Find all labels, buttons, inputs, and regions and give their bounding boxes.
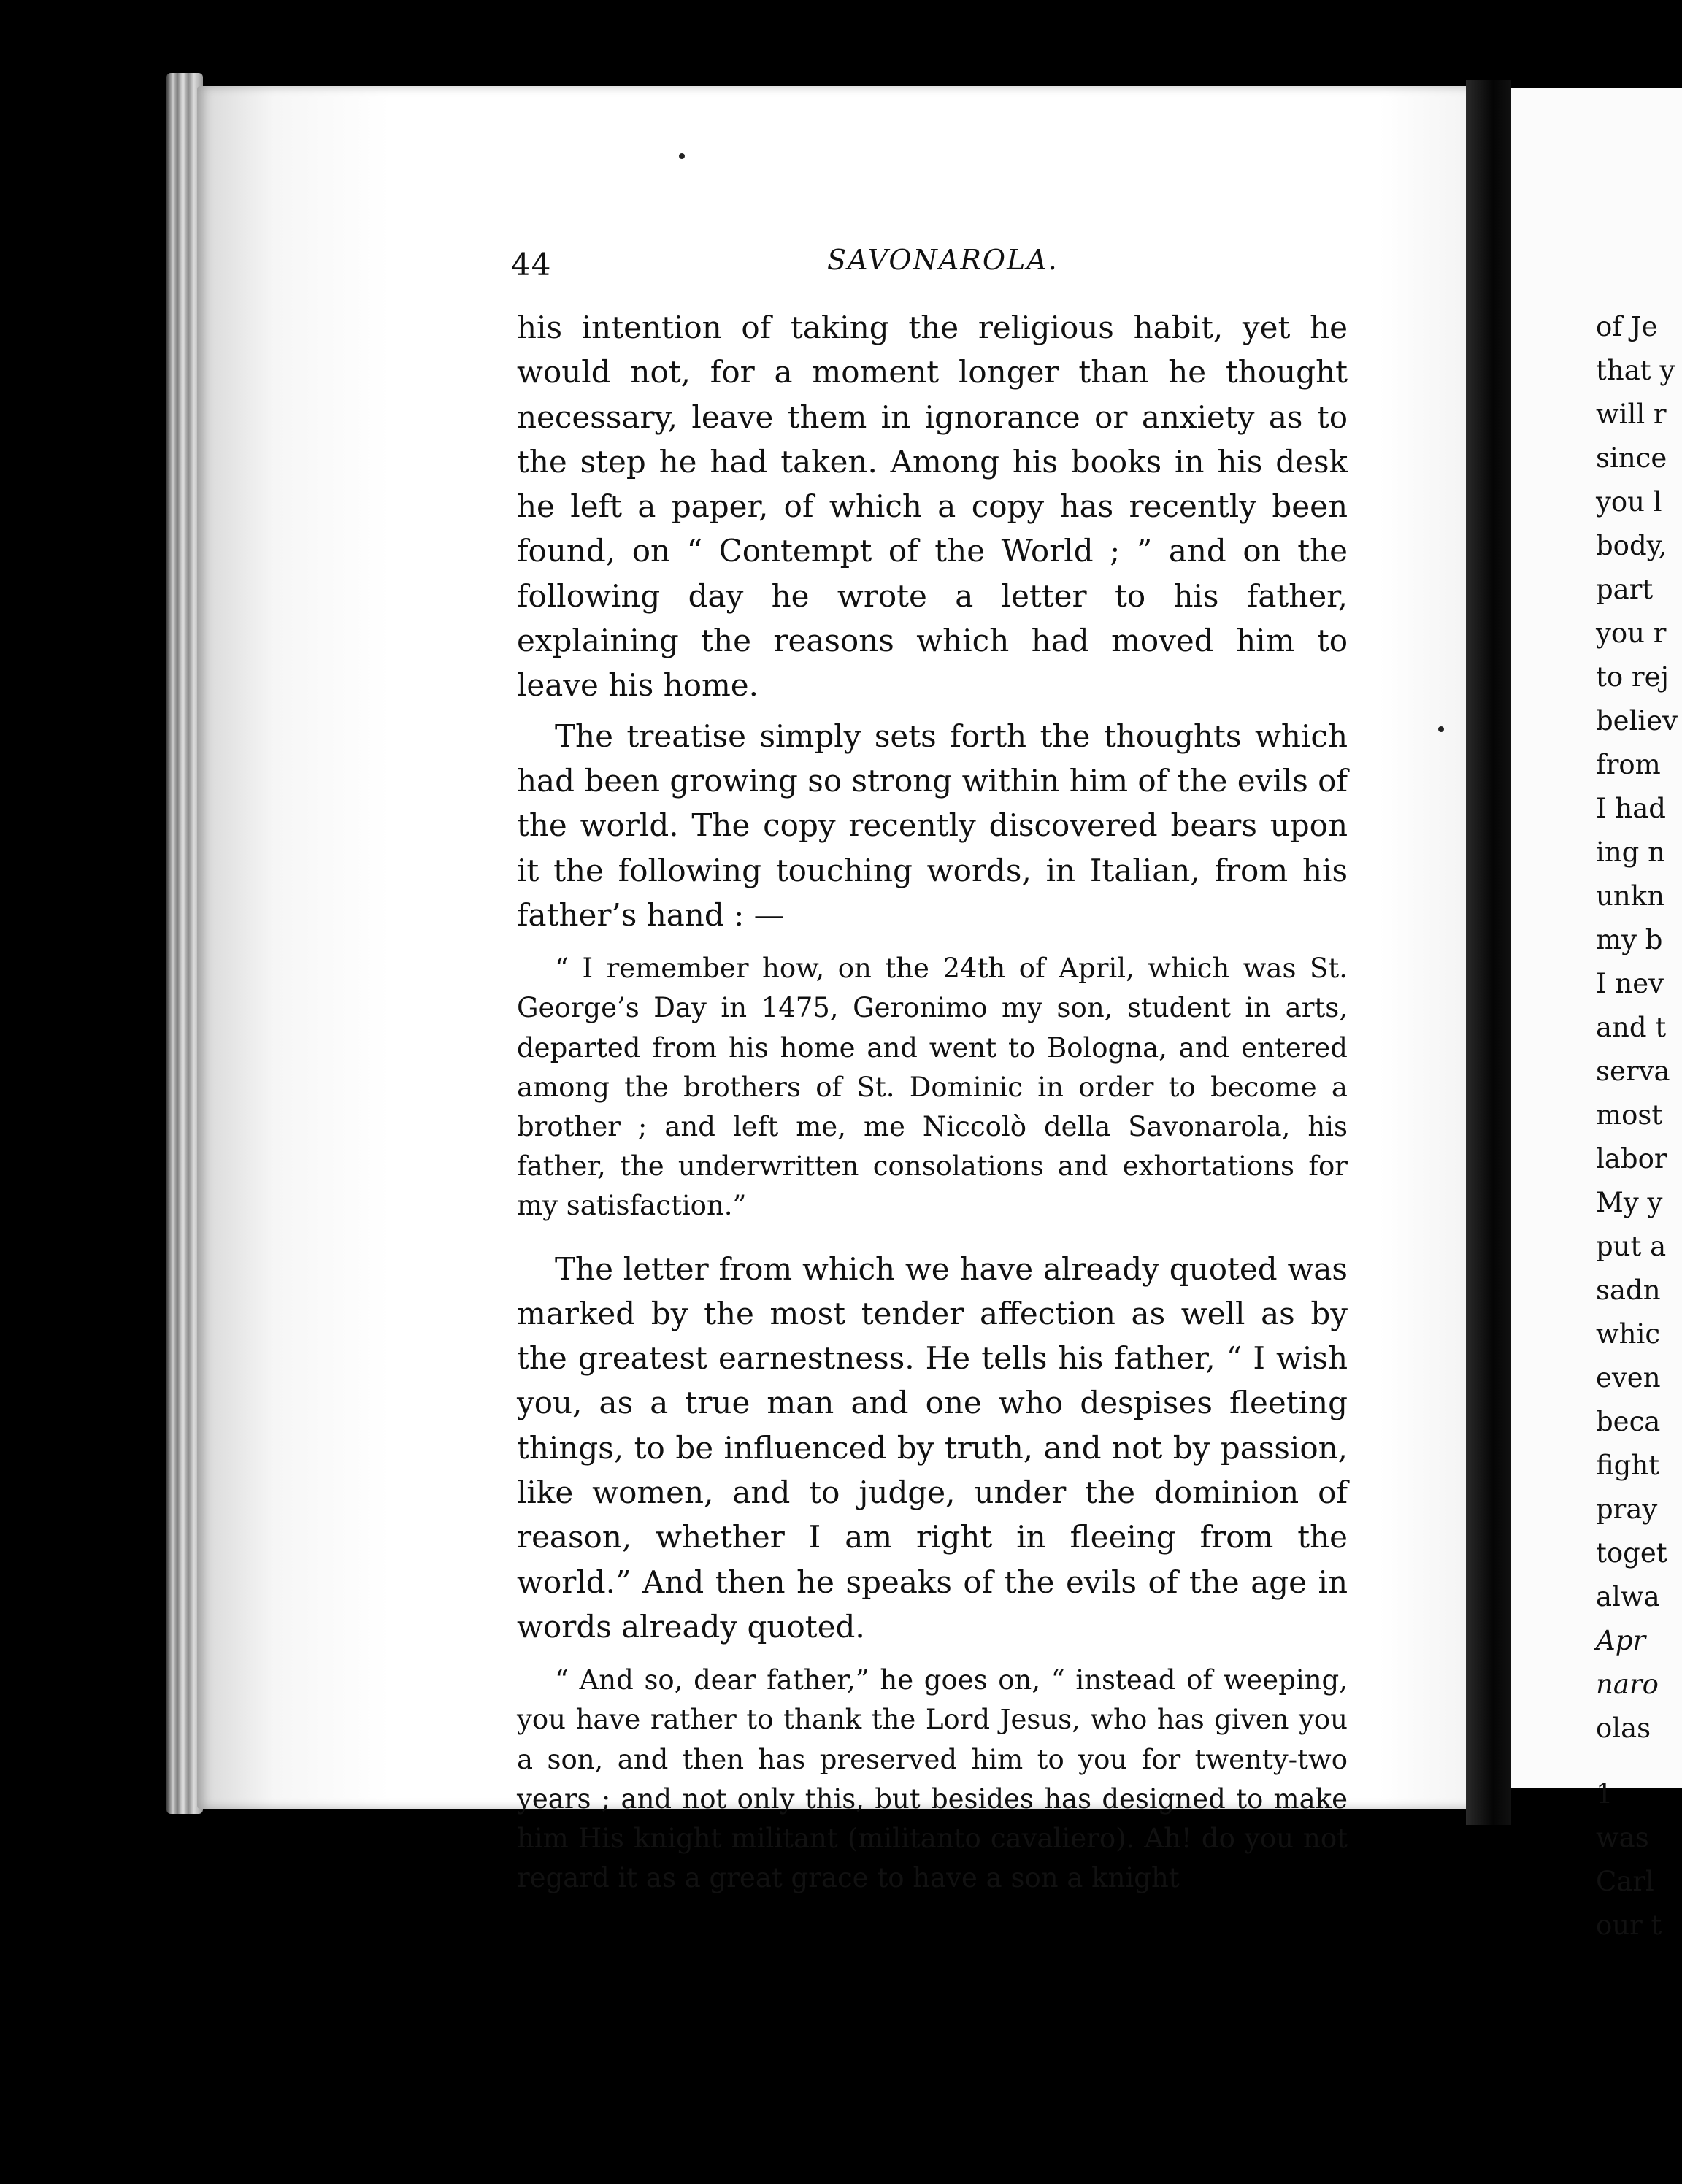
facing-page-line: unkn	[1596, 880, 1664, 912]
facing-page-line: part	[1596, 574, 1654, 605]
facing-page-line: I had	[1596, 793, 1666, 824]
block-quote-father: “ I remember how, on the 24th of April, which was St. George’s Day in 1475, Geronimo my son, student in arts, departed from his home and went to Bologna, and entered among the brothers of St. Dominic in order to become a brother ; and left me, me Niccolò della Savonarola, his father, the underwritten consolations and exhortations for my satisfaction.”	[517, 953, 1348, 1222]
facing-page-line: serva	[1596, 1056, 1670, 1087]
facing-page-line: since	[1596, 442, 1667, 474]
facing-page-line: olas	[1596, 1712, 1651, 1744]
facing-page-line: sadn	[1596, 1274, 1661, 1306]
facing-page-line: my b	[1596, 924, 1663, 956]
running-head	[511, 232, 1570, 283]
book-gutter	[1466, 80, 1511, 1825]
main-text	[517, 305, 1348, 1898]
facing-page-line: to rej	[1596, 661, 1669, 693]
facing-page-line: was	[1596, 1822, 1649, 1853]
book-title: SAVONAROLA.	[827, 244, 1059, 276]
facing-page-line: will r	[1596, 399, 1667, 430]
facing-page-line: most	[1596, 1099, 1663, 1131]
ink-speck	[679, 153, 685, 159]
facing-page-line: My y	[1596, 1187, 1663, 1218]
facing-page-line: Apr	[1596, 1625, 1646, 1656]
facing-page-line: our t	[1596, 1910, 1662, 1941]
facing-page-line: beca	[1596, 1406, 1661, 1437]
facing-page-line: that y	[1596, 355, 1675, 386]
facing-page-line: from	[1596, 749, 1661, 780]
facing-page-line: pray	[1596, 1493, 1658, 1525]
facing-page-line: ing n	[1596, 837, 1665, 868]
facing-page-line: you r	[1596, 618, 1667, 649]
facing-page-line: body,	[1596, 530, 1667, 561]
facing-page-line: you l	[1596, 486, 1662, 518]
paragraph-treatise: The treatise simply sets forth the thoughts which had been growing so strong within him of the evils of the world. The copy recently discovered bears upon it the following touching words, in Italian, from his father’s hand : —	[517, 718, 1348, 933]
facing-page-line: alwa	[1596, 1581, 1660, 1612]
facing-page-line: 1	[1596, 1778, 1613, 1810]
facing-page-line: and t	[1596, 1012, 1667, 1043]
block-quote-letter: “ And so, dear father,” he goes on, “ instead of weeping, you have rather to thank the Lord Jesus, who has given you a son, and then has preserved him to you for twenty-two years ; and not only this, but besides has designed to make him His knight militant (militanto cavaliero). Ah! do you not regard it as a great grace to have a son a knight	[517, 1664, 1348, 1894]
facing-page-line: labor	[1596, 1143, 1667, 1174]
facing-page-line: fight	[1596, 1450, 1660, 1481]
facing-page-line: even	[1596, 1362, 1661, 1393]
paragraph-continuation: his intention of taking the religious habit, yet he would not, for a moment longer than he thought necessary, leave them in ignorance or anxiety as to the step he had taken. Among his books in his desk he left a paper, of which a copy has recently been found, on “ Contempt of the World ; ” and on the following day he wrote a letter to his father, explaining the reasons which had moved him to leave his home.	[517, 309, 1348, 704]
facing-page-line: Carl	[1596, 1866, 1654, 1897]
facing-page-line: believ	[1596, 705, 1678, 737]
facing-page-text	[1596, 305, 1678, 1947]
page-number: 44	[511, 247, 552, 282]
facing-page-line: of Je	[1596, 311, 1658, 342]
paragraph-letter: The letter from which we have already quoted was marked by the most tender affection as well as by the greatest earnestness. He tells his father, “ I wish you, as a true man and one who despises fleeting things, to be influenced by truth, and not by passion, like women, and to judge, under the dominion of reason, whether I am right in fleeing from the world.” And then he speaks of the evils of the age in words already quoted.	[517, 1250, 1348, 1645]
facing-page-line: naro	[1596, 1669, 1659, 1700]
facing-page-line: whic	[1596, 1318, 1661, 1350]
facing-page-line: I nev	[1596, 968, 1664, 999]
facing-page-line: toget	[1596, 1537, 1667, 1569]
ink-speck	[1438, 726, 1444, 732]
facing-page-line: put a	[1596, 1231, 1667, 1262]
